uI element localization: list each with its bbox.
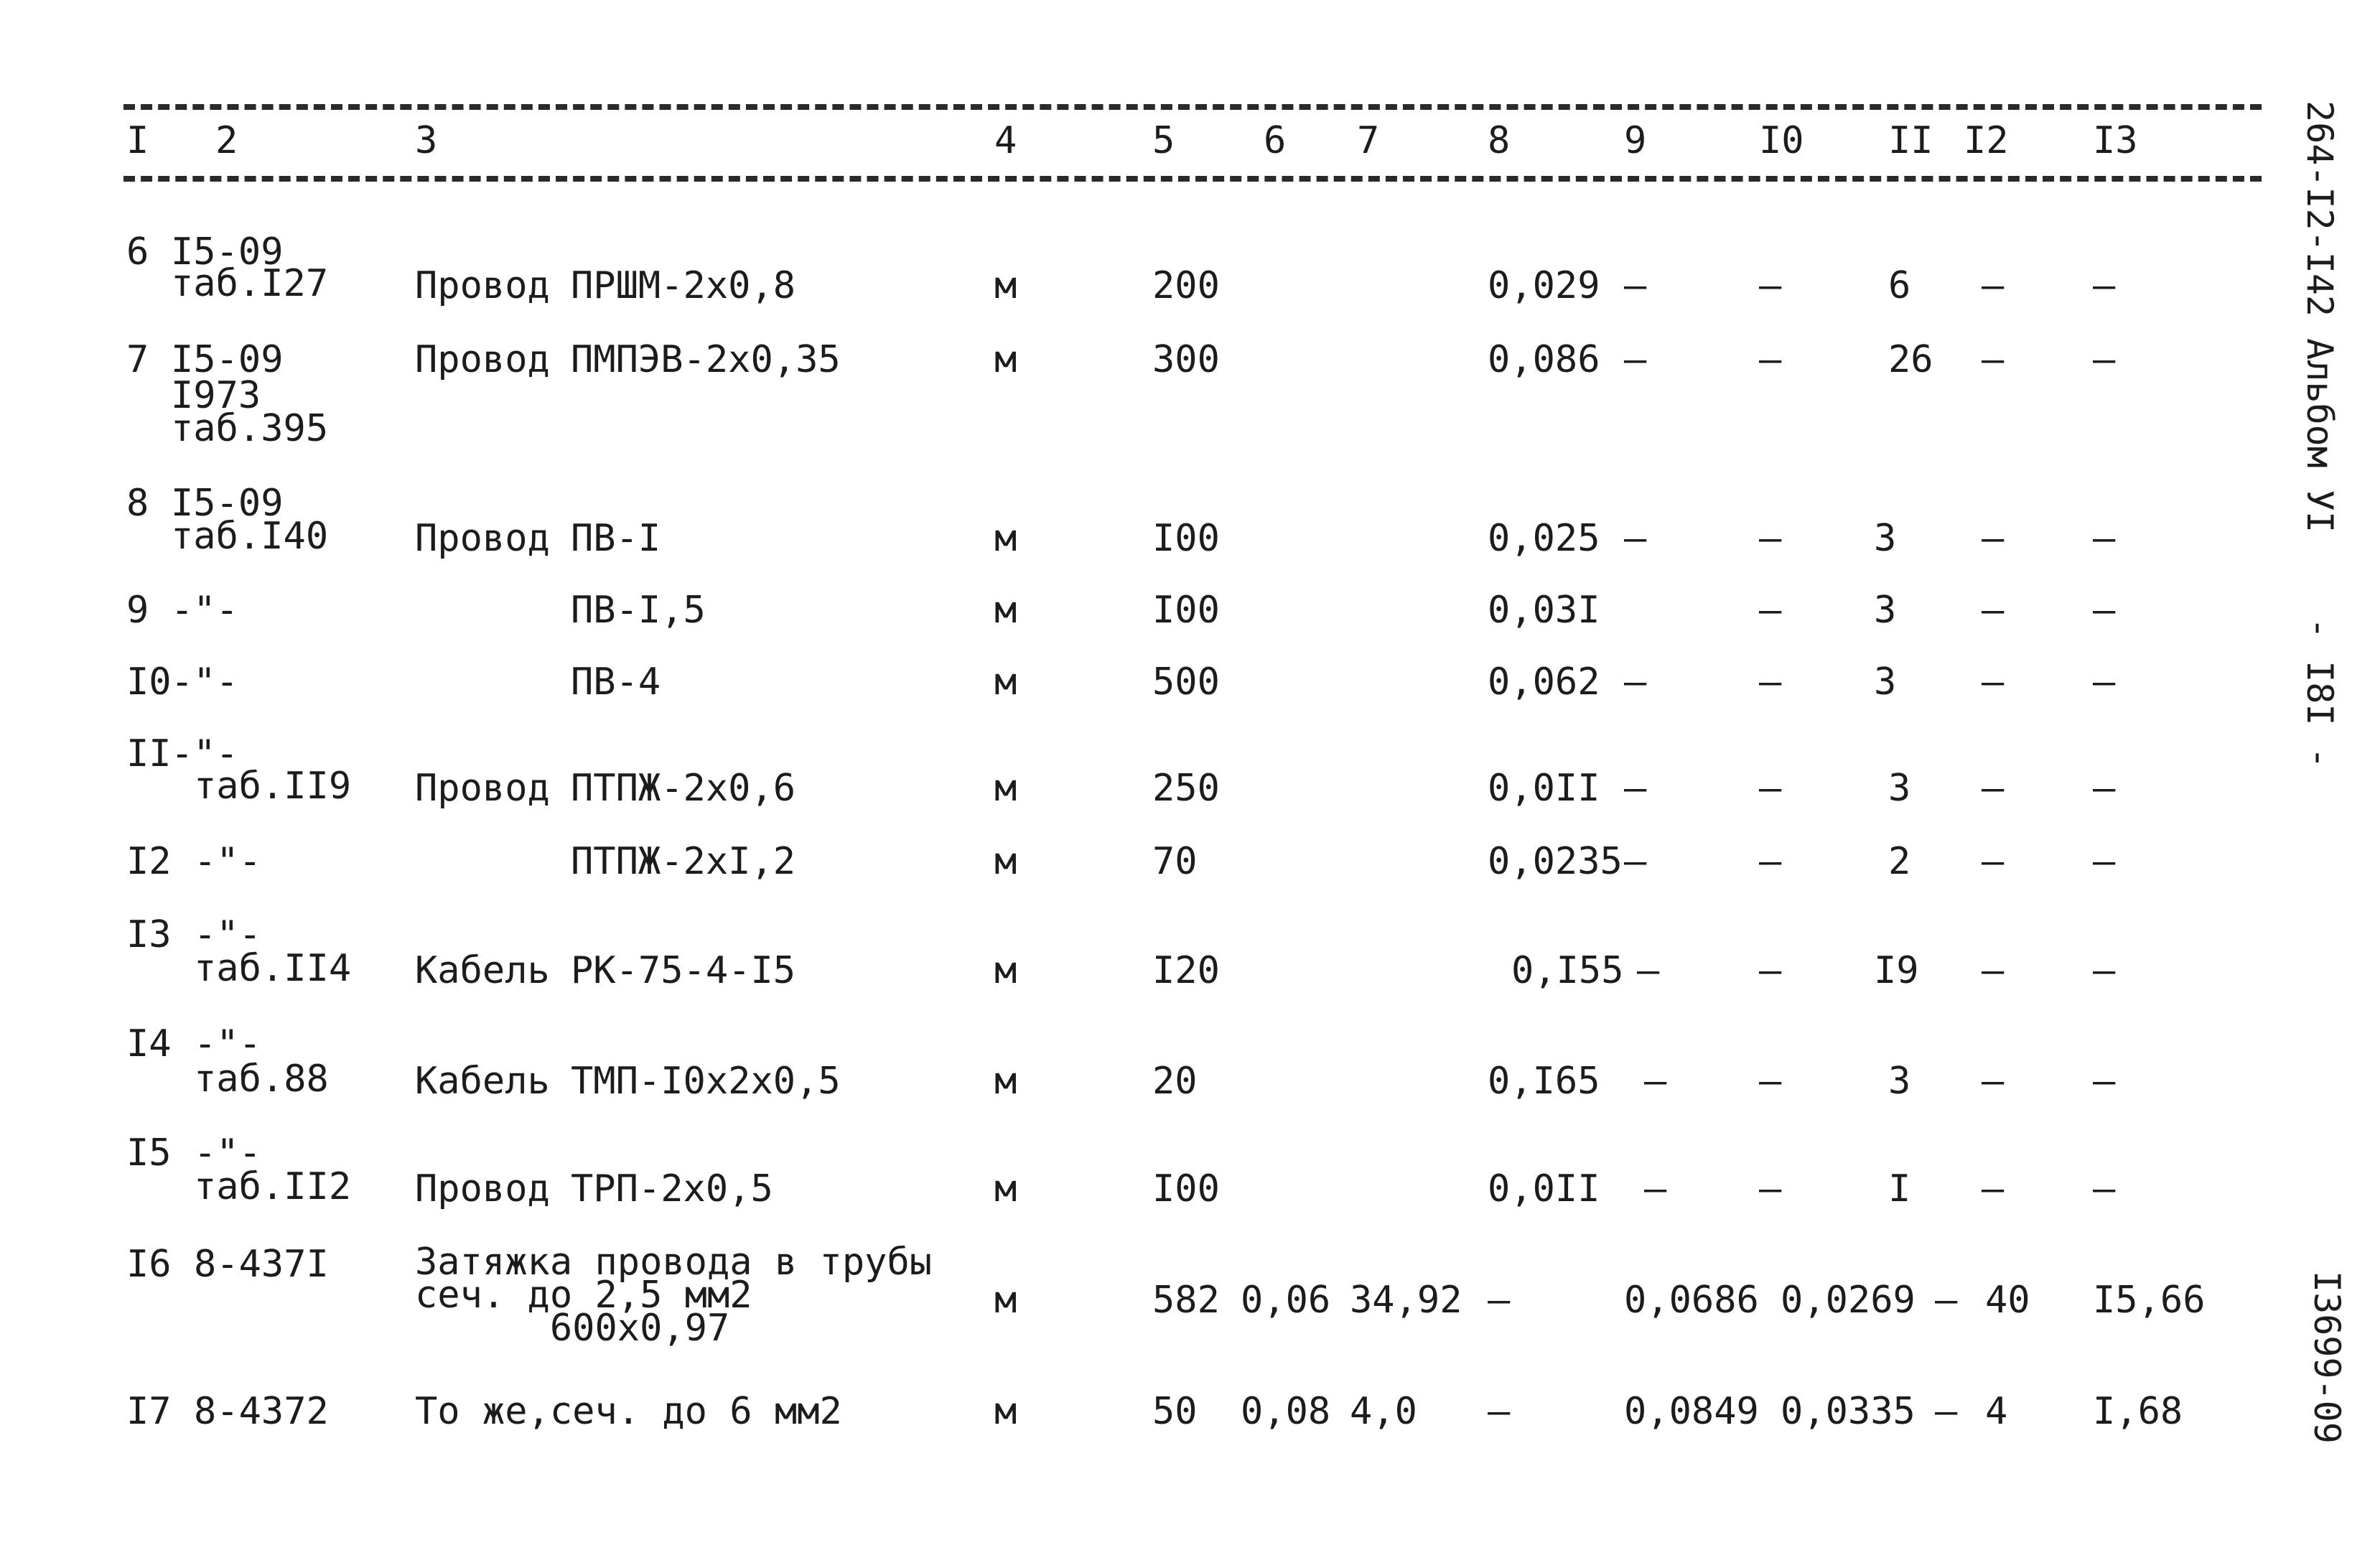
row-desc-mark: ТРП-2х0,5: [571, 1167, 773, 1210]
row-col11: I9: [1874, 949, 1919, 992]
row-col8: –: [1488, 1390, 1511, 1433]
row-col8: 0,03I: [1488, 589, 1600, 632]
row-unit: м: [994, 338, 1017, 381]
row-col11: 0,0335: [1781, 1390, 1916, 1433]
row-col11: 3: [1874, 661, 1897, 704]
row-reference: -"-: [194, 1131, 261, 1175]
row-col11: 0,0269: [1781, 1279, 1916, 1322]
row-col5: 70: [1152, 840, 1198, 883]
row-col7: 4,0: [1350, 1390, 1417, 1433]
row-col6: 0,06: [1241, 1279, 1331, 1322]
row-col13: –: [2093, 264, 2116, 307]
row-col9: –: [1624, 338, 1647, 381]
row-desc: Кабель: [415, 949, 550, 992]
row-col5: I00: [1152, 1167, 1220, 1210]
row-col12: –: [1982, 1167, 2005, 1210]
row-col9: –: [1624, 840, 1647, 883]
row-col11: 3: [1888, 767, 1911, 810]
row-col5: 20: [1152, 1060, 1198, 1103]
row-desc: Провод: [415, 264, 550, 307]
row-unit: м: [994, 840, 1017, 883]
row-col6: 0,08: [1241, 1390, 1331, 1433]
row-desc-mark: ТМП-I0х2х0,5: [571, 1060, 841, 1103]
row-col10: 0,0686: [1624, 1279, 1759, 1322]
row-desc-mark: ПТПЖ-2х0,6: [571, 767, 796, 810]
row-reference-extra: таб.88: [194, 1058, 329, 1101]
row-reference-extra: таб.II9: [194, 765, 352, 808]
row-unit: м: [994, 1279, 1017, 1322]
row-col8: 0,0235: [1488, 840, 1623, 883]
row-col10: –: [1759, 589, 1782, 632]
row-number: I5: [126, 1131, 172, 1175]
doc-code-album: [2299, 101, 2341, 533]
row-number: II: [126, 732, 172, 775]
page-number: - I8I -: [2299, 617, 2341, 769]
row-col10: 0,0849: [1624, 1390, 1759, 1433]
row-reference-extra: таб.I27: [171, 262, 329, 305]
row-col5: 300: [1152, 338, 1220, 381]
row-desc-mark: ПВ-4: [571, 661, 661, 704]
row-col11: 3: [1874, 589, 1897, 632]
col-header: 8: [1488, 119, 1511, 162]
row-col5: 500: [1152, 661, 1220, 704]
row-col11: 3: [1874, 517, 1897, 560]
header-bottom-rule: [123, 176, 2262, 182]
row-unit: м: [994, 1390, 1017, 1433]
row-desc: Затяжка провода в трубы сеч. до 2,5 мм2 600х0,97: [415, 1241, 933, 1350]
row-unit: м: [994, 661, 1017, 704]
doc-code: 264-I2-I42: [2299, 101, 2341, 317]
row-col13: –: [2093, 338, 2116, 381]
row-desc-mark: ПВ-I,5: [571, 589, 706, 632]
row-col10: –: [1759, 661, 1782, 704]
row-desc: Провод: [415, 767, 550, 810]
row-desc-mark: ПМПЭВ-2х0,35: [571, 338, 841, 381]
row-col8: 0,062: [1488, 661, 1600, 704]
row-reference: I5-09: [171, 230, 284, 274]
row-col9: –: [1637, 949, 1660, 992]
row-reference-extra: таб.II2: [194, 1165, 352, 1208]
row-col5: 50: [1152, 1390, 1198, 1433]
row-col12: –: [1982, 840, 2005, 883]
row-number: 6: [126, 230, 149, 274]
row-col5: 582: [1152, 1279, 1220, 1322]
col-header: 3: [415, 119, 438, 162]
row-col8: 0,I55: [1511, 949, 1624, 992]
row-col7: 34,92: [1350, 1279, 1462, 1322]
row-col10: –: [1759, 1167, 1782, 1210]
row-col9: –: [1644, 1167, 1667, 1210]
row-col13: –: [2093, 840, 2116, 883]
col-header: 6: [1264, 119, 1287, 162]
row-reference: -"-: [194, 840, 261, 883]
row-number: I7: [126, 1390, 172, 1433]
row-col5: I00: [1152, 517, 1220, 560]
row-desc-mark: ПВ-I: [571, 517, 661, 560]
row-reference: -"-: [194, 913, 261, 956]
row-col11-dash: –: [1935, 1279, 1958, 1322]
row-col12: –: [1982, 949, 2005, 992]
row-desc: Провод: [415, 517, 550, 560]
row-desc: То же,сеч. до 6 мм2: [415, 1390, 842, 1433]
col-header: 2: [215, 119, 238, 162]
row-col10: –: [1759, 840, 1782, 883]
row-col8: 0,025: [1488, 517, 1600, 560]
row-col13: –: [2093, 589, 2116, 632]
row-desc: Провод: [415, 338, 550, 381]
row-col8: 0,029: [1488, 264, 1600, 307]
row-col10: –: [1759, 1060, 1782, 1103]
row-col13: I,68: [2093, 1390, 2183, 1433]
row-desc: Провод: [415, 1167, 550, 1210]
row-number: 9: [126, 589, 149, 632]
row-col12: –: [1982, 767, 2005, 810]
row-col9: –: [1624, 767, 1647, 810]
row-col10: –: [1759, 264, 1782, 307]
row-reference: I5-09: [171, 338, 284, 381]
row-col11: 26: [1888, 338, 1933, 381]
header-top-rule: [123, 104, 2262, 110]
row-col10: –: [1759, 767, 1782, 810]
col-header: II: [1888, 119, 1933, 162]
row-col8: 0,086: [1488, 338, 1600, 381]
row-reference: -"-: [194, 1022, 261, 1065]
row-col13: –: [2093, 949, 2116, 992]
row-col8: 0,0II: [1488, 767, 1600, 810]
row-col13: –: [2093, 517, 2116, 560]
row-desc-mark: ПТПЖ-2хI,2: [571, 840, 796, 883]
row-col9: –: [1624, 661, 1647, 704]
row-col13: –: [2093, 661, 2116, 704]
row-reference: -"-: [171, 732, 238, 775]
row-col13: –: [2093, 1060, 2116, 1103]
row-col11: 2: [1888, 840, 1911, 883]
row-reference: 8-4372: [194, 1390, 329, 1433]
row-number: I4: [126, 1022, 172, 1065]
row-col5: 200: [1152, 264, 1220, 307]
row-col12: –: [1982, 264, 2005, 307]
row-col12: 4: [1985, 1390, 2008, 1433]
row-number: 7: [126, 338, 149, 381]
row-desc: Кабель: [415, 1060, 550, 1103]
row-col10: –: [1759, 517, 1782, 560]
album-label: Альбом УI: [2299, 338, 2341, 533]
row-number: I0: [126, 661, 172, 704]
row-reference: I5-09: [171, 482, 284, 525]
row-reference: 8-437I: [194, 1243, 329, 1286]
row-col12: –: [1982, 589, 2005, 632]
row-reference-extra: таб.II4: [194, 947, 352, 990]
row-col13: I5,66: [2093, 1279, 2206, 1322]
row-col8: –: [1488, 1279, 1511, 1322]
col-header: I3: [2093, 119, 2138, 162]
row-unit: м: [994, 589, 1017, 632]
row-col9: –: [1644, 1060, 1667, 1103]
row-col11: I: [1888, 1167, 1911, 1210]
row-col13: –: [2093, 767, 2116, 810]
row-col10: –: [1759, 338, 1782, 381]
row-unit: м: [994, 1060, 1017, 1103]
row-col12: 40: [1985, 1279, 2030, 1322]
row-reference: -"-: [171, 589, 238, 632]
row-col11-dash: –: [1935, 1390, 1958, 1433]
row-col5: 250: [1152, 767, 1220, 810]
col-header: 4: [994, 119, 1017, 162]
row-number: I3: [126, 913, 172, 956]
row-reference-extra: I973 таб.395: [171, 374, 329, 450]
row-reference-extra: таб.I40: [171, 515, 329, 558]
row-col8: 0,I65: [1488, 1060, 1600, 1103]
row-number: I2: [126, 840, 172, 883]
row-unit: м: [994, 1167, 1017, 1210]
row-unit: м: [994, 517, 1017, 560]
col-header: I: [126, 119, 149, 162]
row-col12: –: [1982, 661, 2005, 704]
row-number: 8: [126, 482, 149, 525]
row-col10: –: [1759, 949, 1782, 992]
row-desc-mark: РК-75-4-I5: [571, 949, 796, 992]
row-col9: –: [1624, 517, 1647, 560]
archive-stamp: I3699-09: [2306, 1271, 2348, 1444]
row-col5: I20: [1152, 949, 1220, 992]
col-header: I2: [1964, 119, 2009, 162]
row-col11: 6: [1888, 264, 1911, 307]
row-col5: I00: [1152, 589, 1220, 632]
row-unit: м: [994, 767, 1017, 810]
row-desc-mark: ПРШМ-2х0,8: [571, 264, 796, 307]
row-col12: –: [1982, 517, 2005, 560]
col-header: 9: [1624, 119, 1647, 162]
row-col12: –: [1982, 338, 2005, 381]
row-unit: м: [994, 264, 1017, 307]
col-header: I0: [1759, 119, 1804, 162]
col-header: 5: [1152, 119, 1175, 162]
row-col12: –: [1982, 1060, 2005, 1103]
row-unit: м: [994, 949, 1017, 992]
row-col9: –: [1624, 264, 1647, 307]
row-reference: -"-: [171, 661, 238, 704]
col-header: 7: [1357, 119, 1380, 162]
row-col13: –: [2093, 1167, 2116, 1210]
row-col8: 0,0II: [1488, 1167, 1600, 1210]
row-number: I6: [126, 1243, 172, 1286]
row-col11: 3: [1888, 1060, 1911, 1103]
